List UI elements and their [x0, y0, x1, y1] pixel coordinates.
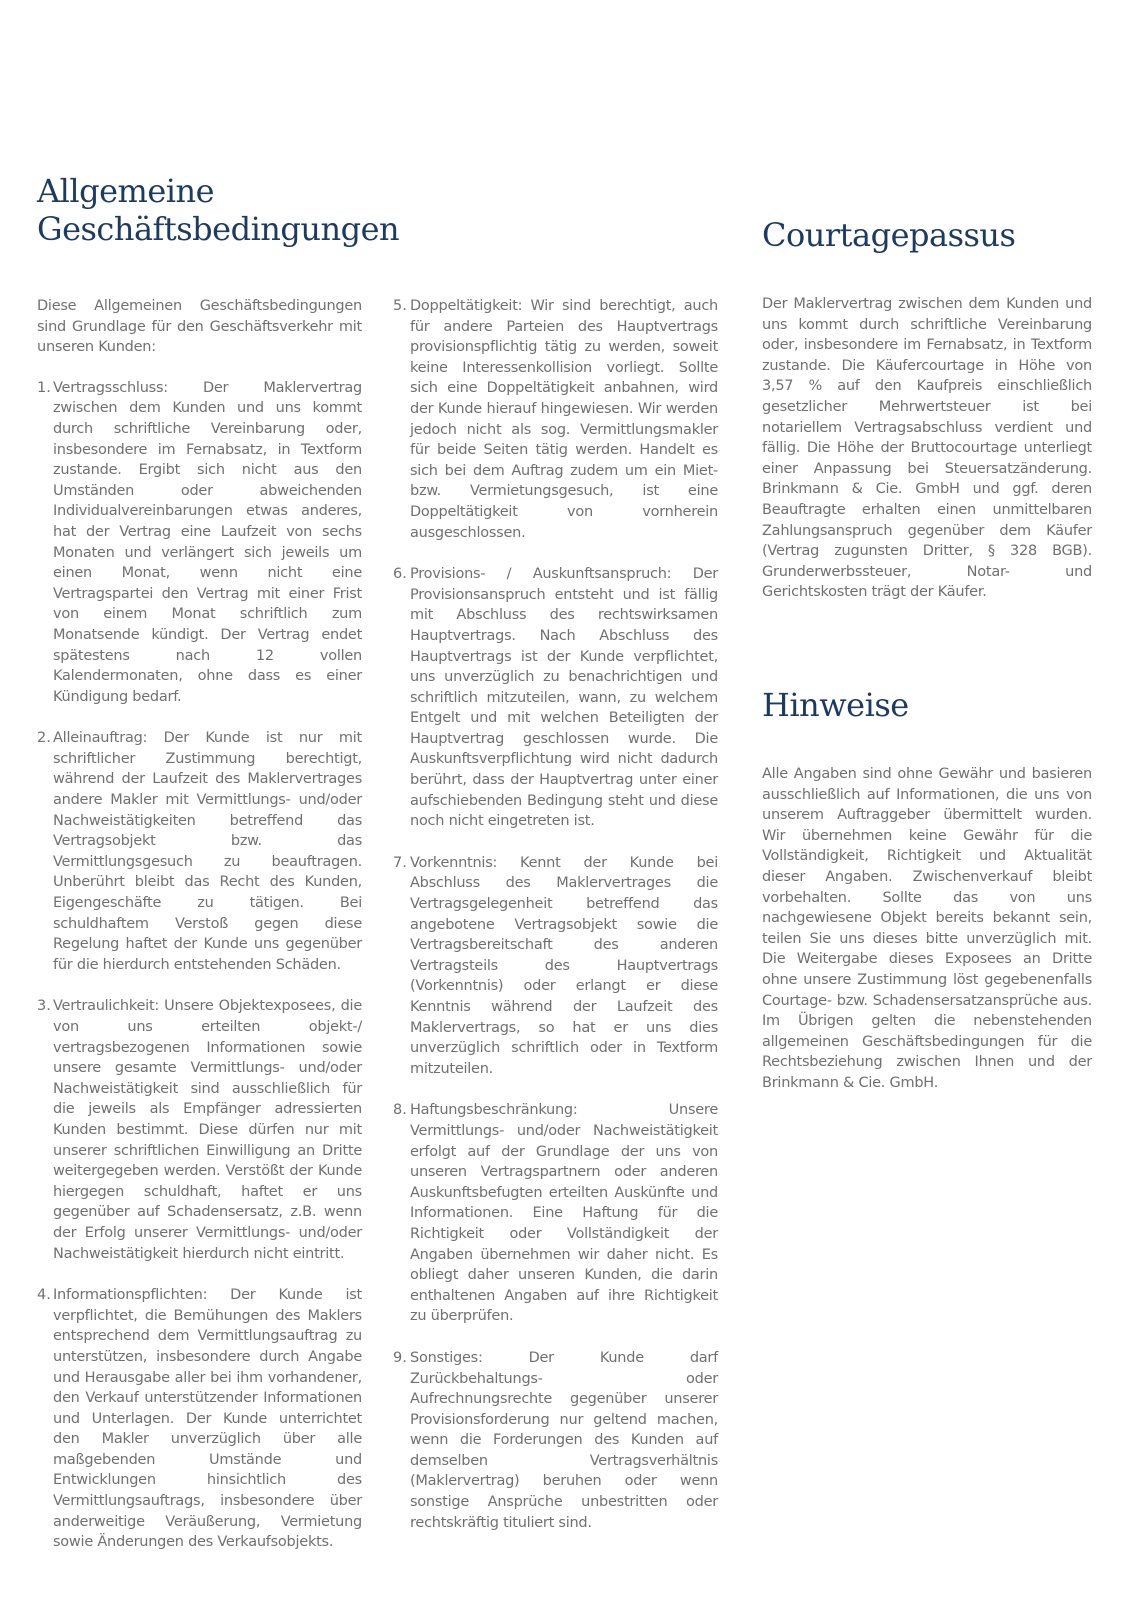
- agb-item-8: [393, 1100, 718, 1327]
- agb-item-text: Haftungsbeschränkung: Unsere Vermittlungs- und/oder Nachweistätigkeit erfolgt auf der Grundlage der uns von unseren Vertragspartnern oder anderen Auskunftsbefugten erteilten Auskünfte und Informationen. Eine Haftung für die Richtigkeit oder Vollständigkeit der Angaben übernehmen wir daher nicht. Es obliegt daher unseren Kunden, die darin enthaltenen Angaben auf ihre Richtigkeit zu überprüfen.: [410, 1102, 718, 1325]
- agb-item-number: 1.: [37, 379, 51, 396]
- agb-item-number: 3.: [37, 998, 51, 1015]
- agb-title: [37, 172, 400, 248]
- agb-item-text: Vorkenntnis: Kennt der Kunde bei Abschluss des Maklervertrages die Vertragsgelegenheit betreffend das angebotene Vertragsobjekt sowie die Vertragsbereitschaft des anderen Vertragsteils des Hauptvertrags (Vorkenntnis) oder erlangt er diese Kenntnis während der Laufzeit des Maklervertrags, so hat er uns dies unverzüglich schriftlich oder in Textform mitzuteilen.: [410, 854, 718, 1077]
- agb-item-number: 9.: [393, 1349, 407, 1366]
- agb-item-3: [37, 996, 362, 1264]
- hinweise-text: Alle Angaben sind ohne Gewähr und basieren ausschließlich auf Informationen, die uns von unserem Auftraggeber übermittelt wurden. Wir übernehmen keine Gewähr für die Vollständigkeit, Richtigkeit und Aktualität dieser Angaben. Zwischenverkauf bleibt vorbehalten. Sollte das von uns nachgewiesene Objekt bereits bekannt sein, teilen Sie uns dieses bitte unverzüglich mit. Die Weitergabe dieses Exposees an Dritte ohne unsere Zustimmung löst gegebenenfalls Courtage- bzw. Schadensersatzansprüche aus. Im Übrigen gelten die nebenstehenden allgemeinen Geschäftsbedingungen für die Rechtsbeziehung zwischen Ihnen und der Brinkmann & Cie. GmbH.: [762, 766, 1092, 1091]
- agb-item-number: 6.: [393, 566, 407, 583]
- agb-item-text: Vertragsschluss: Der Maklervertrag zwischen dem Kunden und uns kommt durch schriftliche Vereinbarung oder, insbesondere im Fernabsatz, in Textform zustande. Ergibt sich nicht aus den Umständen oder abweichenden Individualvereinbarungen etwas anderes, hat der Vertrag eine Laufzeit von sechs Monaten und verlängert sich jeweils um einen Monat, wenn nicht eine Vertragspartei den Vertrag mit einer Frist von einem Monat schriftlich zum Monatsende kündigt. Der Vertrag endet spätestens nach 12 vollen Kalendermonaten, ohne dass es einer Kündigung bedarf.: [53, 379, 362, 705]
- agb-item-number: 8.: [393, 1102, 407, 1119]
- agb-item-text: Provisions- / Auskunftsanspruch: Der Provisionsanspruch entsteht und ist fällig mit Abschluss des rechtswirksamen Hauptvertrags. Nach Abschluss des Hauptvertrags ist der Kunde verpflichtet, uns unverzüglich zu benachrichtigen und schriftlich mitzuteilen, wann, zu welchem Entgelt und mit welchen Beteiligten der Hauptvertrag geschlossen wurde. Die Auskunftsverpflichtung wird nicht dadurch berührt, dass der Hauptvertrag unter einer aufschiebenden Bedingung steht und diese noch nicht eingetreten ist.: [410, 566, 718, 830]
- agb-item-text: Vertraulichkeit: Unsere Objektexposees, die von uns erteilten objekt-/ vertragsbezogenen Informationen sowie unsere gesamte Vermittlungs- und/oder Nachweistätigkeit sind ausschließlich für die jeweils als Empfänger adressierten Kunden bestimmt. Diese dürfen nur mit unserer schriftlichen Einwilligung an Dritte weitergegeben werden. Verstößt der Kunde hiergegen schuldhaft, haftet er uns gegenüber auf Schadensersatz, z.B. wenn der Erfolg unserer Vermittlungs- und/oder Nachweistätigkeit hierdurch nicht eintritt.: [53, 998, 362, 1262]
- hinweise-title: Hinweise: [762, 686, 909, 724]
- agb-item-2: [37, 728, 362, 975]
- agb-item-number: 2.: [37, 730, 51, 747]
- agb-title-line1: Allgemeine: [37, 172, 215, 210]
- agb-item-number: 7.: [393, 854, 407, 871]
- agb-item-6: [393, 564, 718, 832]
- agb-item-text: Doppeltätigkeit: Wir sind berechtigt, auch für andere Parteien des Hauptvertrags provisionspflichtig tätig zu werden, soweit keine Interessenkollision vorliegt. Sollte sich eine Doppeltätigkeit anbahnen, wird der Kunde hierauf hingewiesen. Wir werden jedoch nicht als sog. Vermittlungsmakler für beide Seiten tätig werden. Handelt es sich bei dem Auftrag zudem um ein Miet- bzw. Vermietungsgesuch, ist eine Doppeltätigkeit von vornherein ausgeschlossen.: [410, 298, 718, 541]
- agb-item-4: [37, 1285, 362, 1553]
- agb-item-number: 5.: [393, 298, 407, 314]
- agb-item-1: [37, 378, 362, 708]
- agb-item-text: Alleinauftrag: Der Kunde ist nur mit schriftlicher Zustimmung berechtigt, während der Laufzeit des Maklervertrages andere Makler mit Vermittlungs- und/oder Nachweistätigkeiten betreffend das Vertragsobjekt bzw. das Vermittlungsgesuch zu beauftragen. Unberührt bleibt das Recht des Kunden, Eigengeschäfte zu tätigen. Bei schuldhaftem Verstoß gegen diese Regelung haftet der Kunde uns gegenüber für die hierdurch entstehenden Schäden.: [53, 730, 362, 973]
- agb-item-text: Sonstiges: Der Kunde darf Zurückbehaltungs- oder Aufrechnungsrechte gegenüber unserer Provisionsforderung nur geltend machen, wenn die Forderungen des Kunden auf demselben Vertragsverhältnis (Maklervertrag) beruhen oder wenn sonstige Ansprüche unbestritten oder rechtskräftig tituliert sind.: [410, 1349, 718, 1531]
- agb-item-number: 4.: [37, 1287, 51, 1304]
- courtage-text: Der Maklervertrag zwischen dem Kunden und uns kommt durch schriftliche Vereinbarung oder, insbesondere im Fernabsatz, in Textform zustande. Die Käufercourtage in Höhe von 3,57 % auf den Kaufpreis einschließlich gesetzlicher Mehrwertsteuer ist bei notariellem Vertragsabschluss verdient und fällig. Die Höhe der Bruttocourtage unterliegt einer Anpassung bei Steuersatzänderung. Brinkmann & Cie. GmbH und ggf. deren Beauftragte erhalten einen unmittelbaren Zahlungsanspruch gegenüber dem Käufer (Vertrag zugunsten Dritter, § 328 BGB). Grunderwerbssteuer, Notar- und Gerichtskosten trägt der Käufer.: [762, 296, 1092, 601]
- agb-title-line2: Geschäftsbedingungen: [37, 210, 400, 248]
- agb-item-9: [393, 1348, 718, 1533]
- agb-item-5: [393, 296, 718, 543]
- agb-item-7: [393, 853, 718, 1080]
- agb-item-text: Informationspflichten: Der Kunde ist verpflichtet, die Bemühungen des Maklers entsprechend dem Vermittlungsauftrag zu unterstützen, insbesondere durch Angabe und Herausgabe aller bei ihm vorhandener, den Verkauf unterstützender Informationen und Unterlagen. Der Kunde unterrichtet den Makler unverzüglich über alle maßgebenden Umstände und Entwicklungen hinsichtlich des Vermittlungsauftrags, insbesondere über anderweitige Veräußerung, Vermietung sowie Änderungen des Verkaufsobjekts.: [53, 1287, 362, 1551]
- agb-column-left: [37, 172, 400, 1574]
- agb-intro: Diese Allgemeinen Geschäftsbedingungen sind Grundlage für den Geschäftsverkehr mit unseren Kunden:: [37, 298, 362, 356]
- hinweise-section: [762, 686, 1092, 1094]
- courtage-section: [762, 216, 1092, 603]
- agb-list-part2: [393, 296, 718, 1533]
- agb-column-middle: [393, 296, 718, 1554]
- courtage-title: Courtagepassus: [762, 216, 1016, 254]
- agb-list-part1: [37, 378, 362, 1553]
